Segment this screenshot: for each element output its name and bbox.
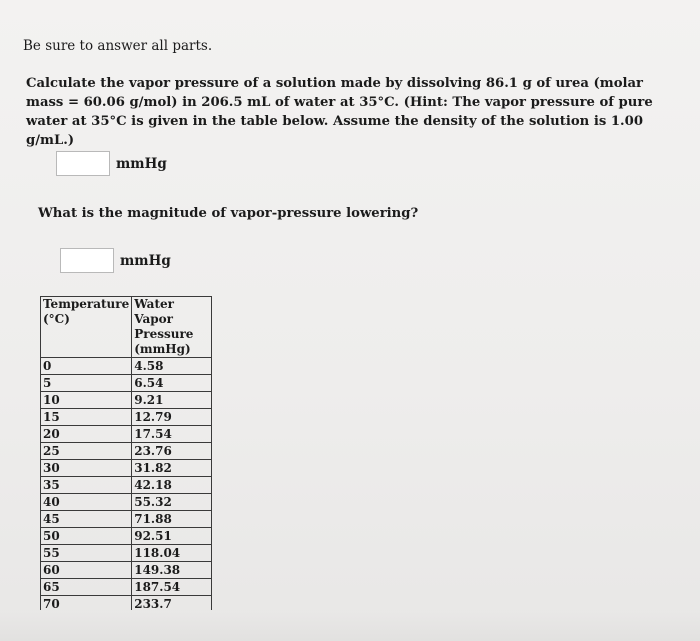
temperature-cell: 25	[41, 443, 132, 460]
temperature-cell: 15	[41, 409, 132, 426]
unit-label: mmHg	[120, 252, 171, 269]
temperature-cell: 30	[41, 460, 132, 477]
pressure-cell: 4.58	[132, 358, 212, 375]
question-text: Calculate the vapor pressure of a solution made by dissolving 86.1 g of urea (molar mass = 60.06 g/mol) in 206.5 mL of water at 35°C. (Hint: The vapor pressure of pure water at 35°C is given in the table below. Assume the density of the solution is 1.00 g/mL.)	[26, 76, 653, 148]
table-row	[41, 596, 212, 611]
question2-text: What is the magnitude of vapor-pressure lowering?	[38, 206, 419, 221]
temperature-cell: 60	[41, 562, 132, 579]
temperature-cell: 35	[41, 477, 132, 494]
pressure-cell: 92.51	[132, 528, 212, 545]
temperature-cell: 55	[41, 545, 132, 562]
table-row	[41, 528, 212, 545]
table-row	[41, 477, 212, 494]
table-row	[41, 358, 212, 375]
unit-label: mmHg	[116, 155, 167, 172]
page-bottom-edge	[0, 611, 700, 641]
pressure-cell: 31.82	[132, 460, 212, 477]
table-row	[41, 545, 212, 562]
pressure-cell: 187.54	[132, 579, 212, 596]
vapor-pressure-table-container	[40, 296, 212, 610]
vapor-pressure-table	[40, 296, 212, 610]
pressure-cell: 17.54	[132, 426, 212, 443]
instruction-text: Be sure to answer all parts.	[23, 38, 213, 54]
table-header-temperature: Temperature (°C)	[41, 297, 132, 358]
table-row	[41, 494, 212, 511]
pressure-cell: 71.88	[132, 511, 212, 528]
table-row	[41, 375, 212, 392]
temperature-cell: 0	[41, 358, 132, 375]
pressure-cell: 233.7	[132, 596, 212, 611]
temperature-cell: 45	[41, 511, 132, 528]
temperature-cell: 70	[41, 596, 132, 611]
pressure-cell: 9.21	[132, 392, 212, 409]
temperature-cell: 50	[41, 528, 132, 545]
table-row	[41, 579, 212, 596]
pressure-cell: 55.32	[132, 494, 212, 511]
pressure-cell: 12.79	[132, 409, 212, 426]
answer-row-vapor-pressure	[56, 151, 167, 176]
pressure-cell: 6.54	[132, 375, 212, 392]
table-row	[41, 392, 212, 409]
pressure-cell: 23.76	[132, 443, 212, 460]
answer-row-pressure-lowering	[60, 248, 171, 273]
pressure-cell: 118.04	[132, 545, 212, 562]
vapor-pressure-input[interactable]	[56, 151, 110, 176]
table-row	[41, 426, 212, 443]
table-row	[41, 443, 212, 460]
temperature-cell: 20	[41, 426, 132, 443]
pressure-cell: 42.18	[132, 477, 212, 494]
temperature-cell: 40	[41, 494, 132, 511]
table-row	[41, 409, 212, 426]
table-header-pressure: Water Vapor Pressure (mmHg)	[132, 297, 212, 358]
table-row	[41, 562, 212, 579]
temperature-cell: 10	[41, 392, 132, 409]
temperature-cell: 65	[41, 579, 132, 596]
temperature-cell: 5	[41, 375, 132, 392]
table-row	[41, 511, 212, 528]
pressure-lowering-input[interactable]	[60, 248, 114, 273]
pressure-cell: 149.38	[132, 562, 212, 579]
table-row	[41, 460, 212, 477]
